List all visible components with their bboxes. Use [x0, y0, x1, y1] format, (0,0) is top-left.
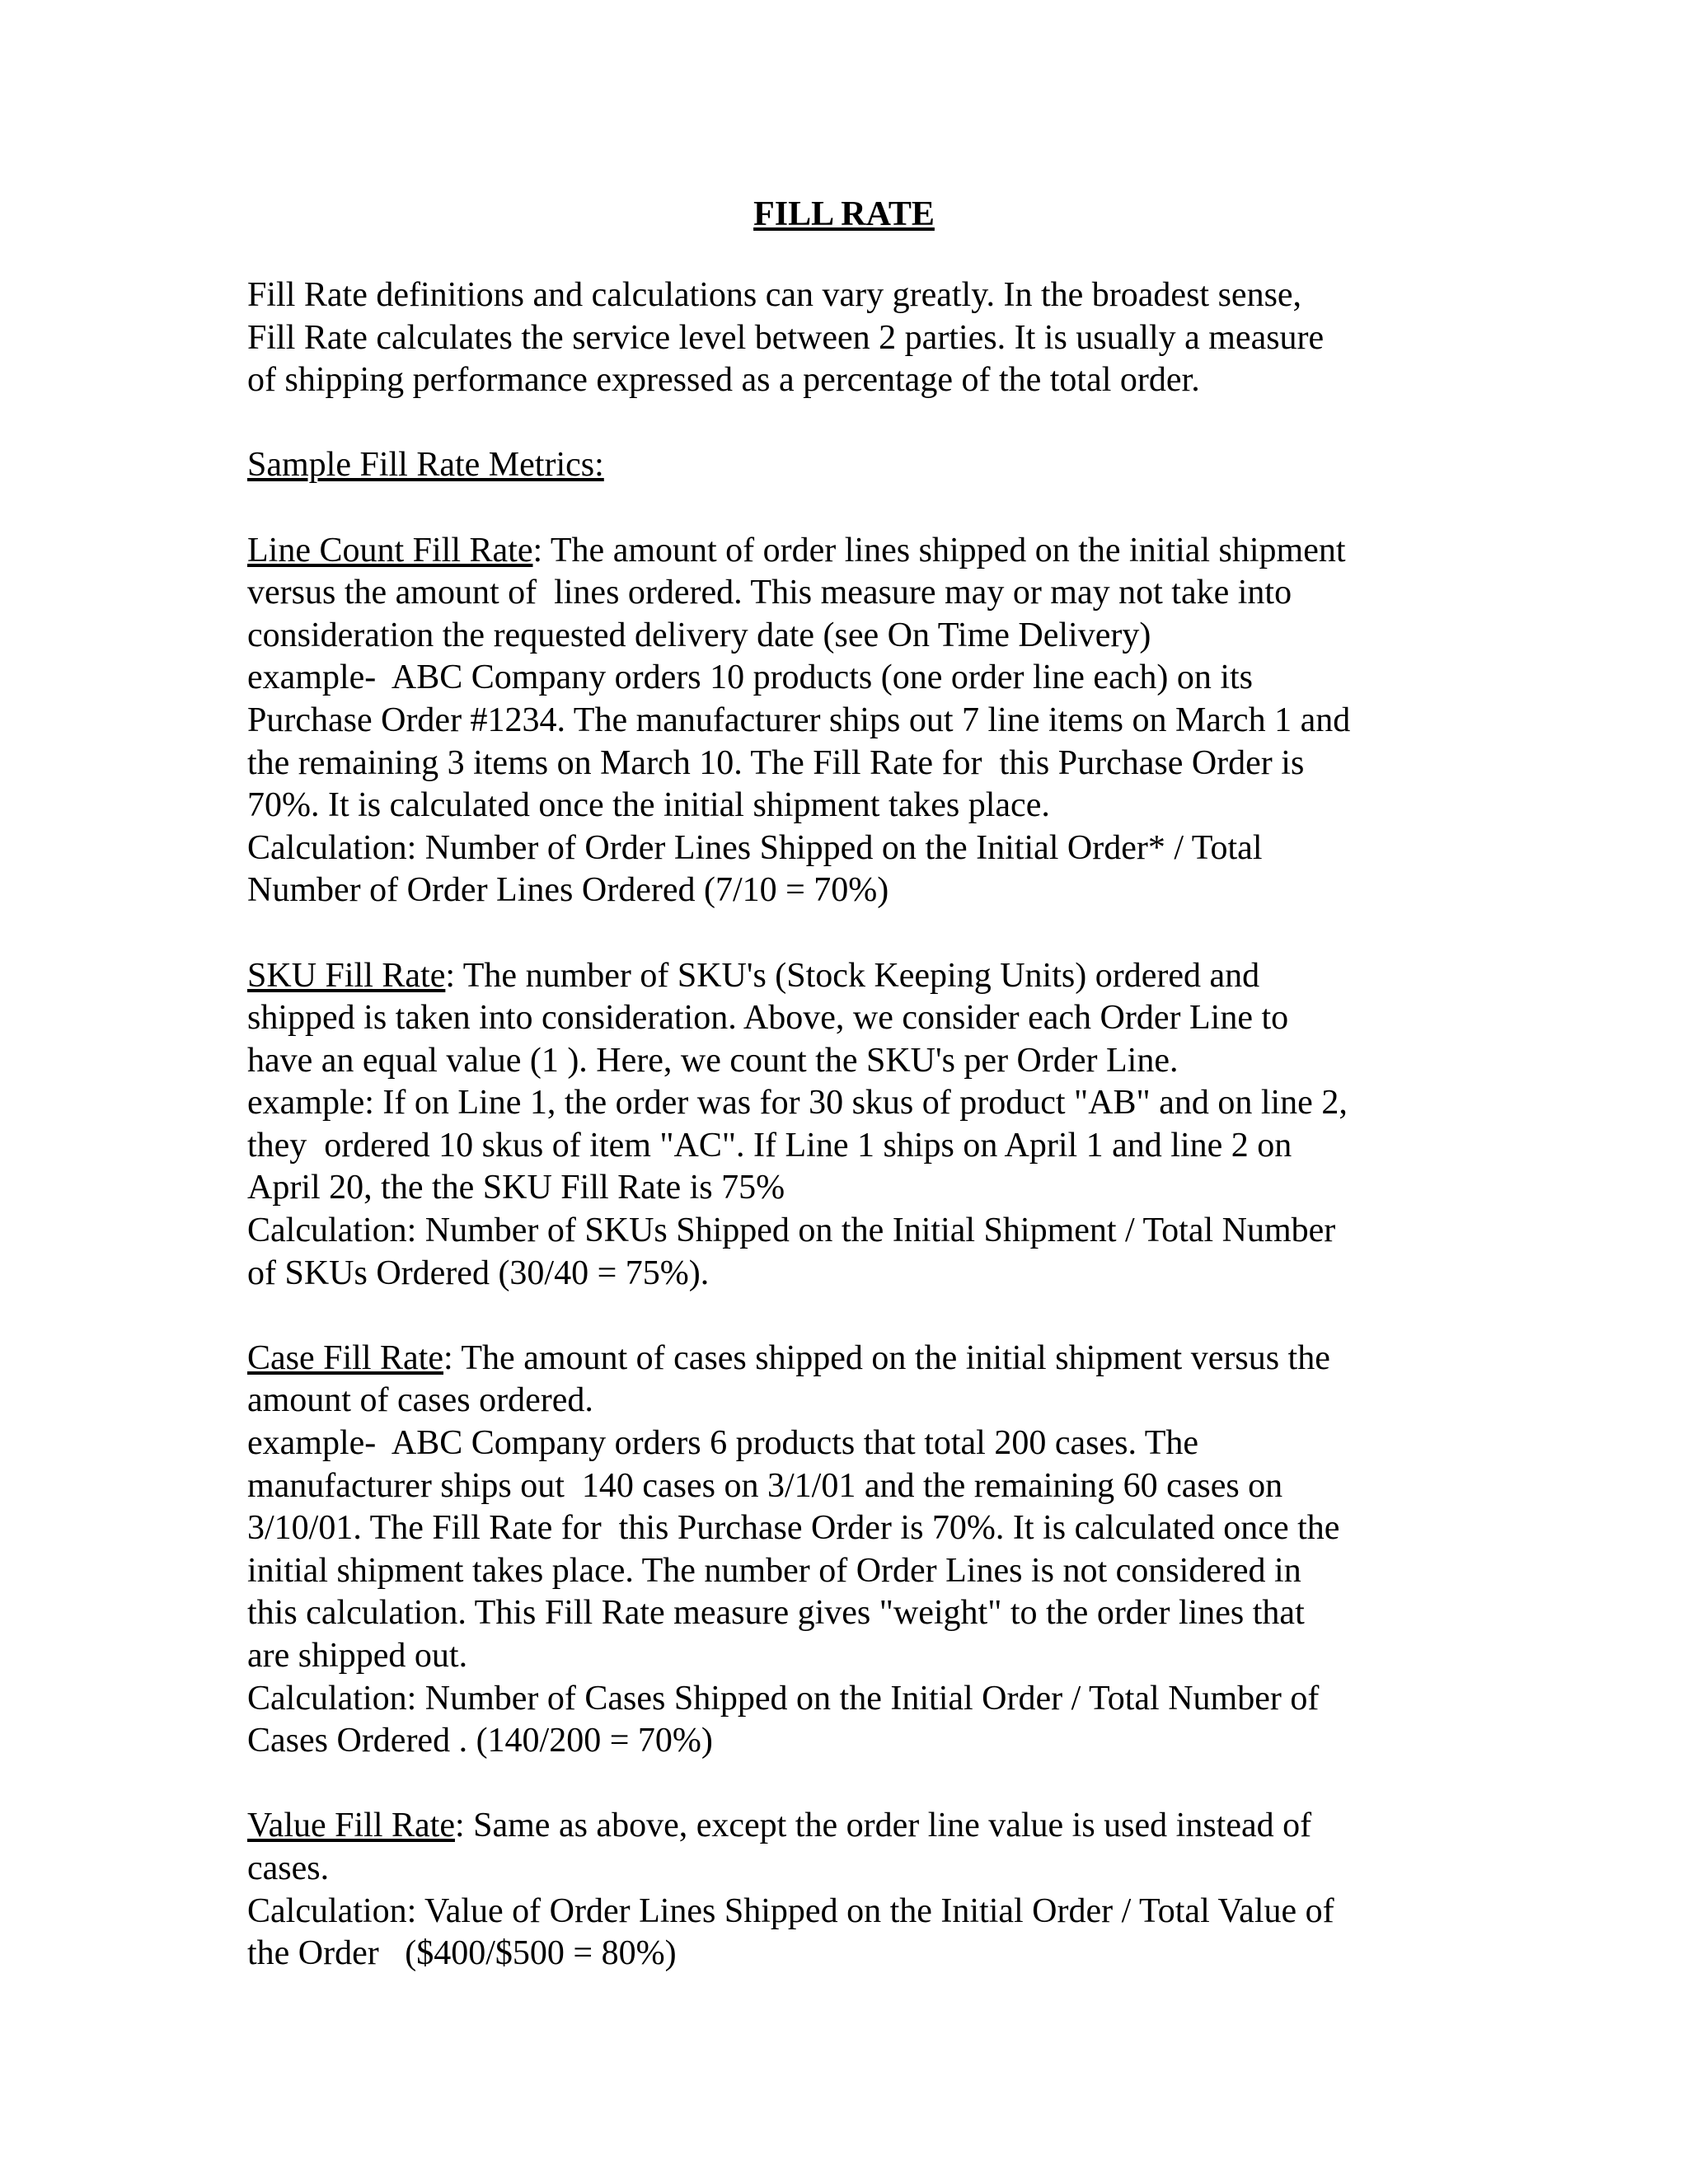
- text-line: [247, 1805, 1467, 1848]
- text-line: Calculation: Number of Cases Shipped on the Initial Order / Total Number of: [247, 1679, 1320, 1718]
- text-line: consideration the requested delivery date (see On Time Delivery): [247, 616, 1151, 654]
- text-line: Calculation: Number of Order Lines Shipped on the Initial Order* / Total: [247, 828, 1263, 867]
- page-title: [0, 193, 1688, 236]
- text-line: Number of Order Lines Ordered (7/10 = 70%): [247, 871, 889, 910]
- page-title-text: FILL RATE: [753, 195, 935, 233]
- text-line: they ordered 10 skus of item "AC". If Line 1 ships on April 1 and line 2 on: [247, 1126, 1292, 1165]
- text-line: of shipping performance expressed as a percentage of the total order.: [247, 361, 1200, 400]
- text-line: amount of cases ordered.: [247, 1381, 593, 1420]
- value-section: [247, 1805, 1467, 1975]
- text-line: example: If on Line 1, the order was for 30 skus of product "AB" and on line 2,: [247, 1084, 1348, 1122]
- text-line: Fill Rate definitions and calculations can vary greatly. In the broadest sense,: [247, 276, 1302, 314]
- text-line: cases.: [247, 1849, 330, 1887]
- text-line: [247, 955, 1467, 998]
- text-line: Fill Rate calculates the service level between 2 parties. It is usually a measure: [247, 318, 1325, 357]
- text-line: of SKUs Ordered (30/40 = 75%).: [247, 1254, 710, 1292]
- text-line: [247, 530, 1467, 573]
- text-line: 3/10/01. The Fill Rate for this Purchase Order is 70%. It is calculated once the: [247, 1509, 1340, 1548]
- term-description: : The number of SKU's (Stock Keeping Units) ordered and: [445, 956, 1260, 995]
- line-count-section: [247, 530, 1467, 912]
- term-sku: SKU Fill Rate: [247, 956, 446, 995]
- text-line: example- ABC Company orders 6 products that total 200 cases. The: [247, 1424, 1198, 1463]
- term-description: : The amount of cases shipped on the initial shipment versus the: [443, 1338, 1330, 1377]
- term-line-count: Line Count Fill Rate: [247, 531, 533, 569]
- text-line: versus the amount of lines ordered. This measure may or may not take into: [247, 574, 1292, 612]
- text-line: 70%. It is calculated once the initial shipment takes place.: [247, 786, 1050, 825]
- intro-paragraph: [247, 274, 1467, 402]
- text-line: initial shipment takes place. The number of Order Lines is not considered in: [247, 1551, 1301, 1590]
- term-value: Value Fill Rate: [247, 1807, 455, 1845]
- text-line: have an equal value (1 ). Here, we count the SKU's per Order Line.: [247, 1041, 1179, 1080]
- text-line: the remaining 3 items on March 10. The Fill Rate for this Purchase Order is: [247, 743, 1305, 782]
- case-section: [247, 1338, 1467, 1763]
- text-line: Calculation: Number of SKUs Shipped on the Initial Shipment / Total Number: [247, 1212, 1336, 1250]
- text-line: manufacturer ships out 140 cases on 3/1/01 and the remaining 60 cases on: [247, 1466, 1283, 1505]
- text-line: Calculation: Value of Order Lines Shipped on the Initial Order / Total Value of: [247, 1891, 1334, 1930]
- text-line: example- ABC Company orders 10 products (one order line each) on its: [247, 658, 1254, 697]
- section-heading: Sample Fill Rate Metrics:: [247, 446, 604, 485]
- text-line: the Order ($400/$500 = 80%): [247, 1934, 677, 1973]
- term-description: : The amount of order lines shipped on the initial shipment: [532, 531, 1346, 569]
- sample-heading: [247, 444, 1467, 487]
- text-line: are shipped out.: [247, 1637, 468, 1675]
- text-line: April 20, the the SKU Fill Rate is 75%: [247, 1169, 785, 1207]
- text-line: [247, 1338, 1467, 1380]
- text-line: Cases Ordered . (140/200 = 70%): [247, 1722, 713, 1760]
- text-line: this calculation. This Fill Rate measure gives "weight" to the order lines that: [247, 1594, 1305, 1633]
- term-case: Case Fill Rate: [247, 1338, 443, 1377]
- document-body: [247, 274, 1467, 1975]
- text-line: shipped is taken into consideration. Above, we consider each Order Line to: [247, 999, 1289, 1038]
- term-description: : Same as above, except the order line value is used instead of: [454, 1807, 1312, 1845]
- sku-section: [247, 955, 1467, 1296]
- text-line: Purchase Order #1234. The manufacturer ships out 7 line items on March 1 and: [247, 701, 1351, 739]
